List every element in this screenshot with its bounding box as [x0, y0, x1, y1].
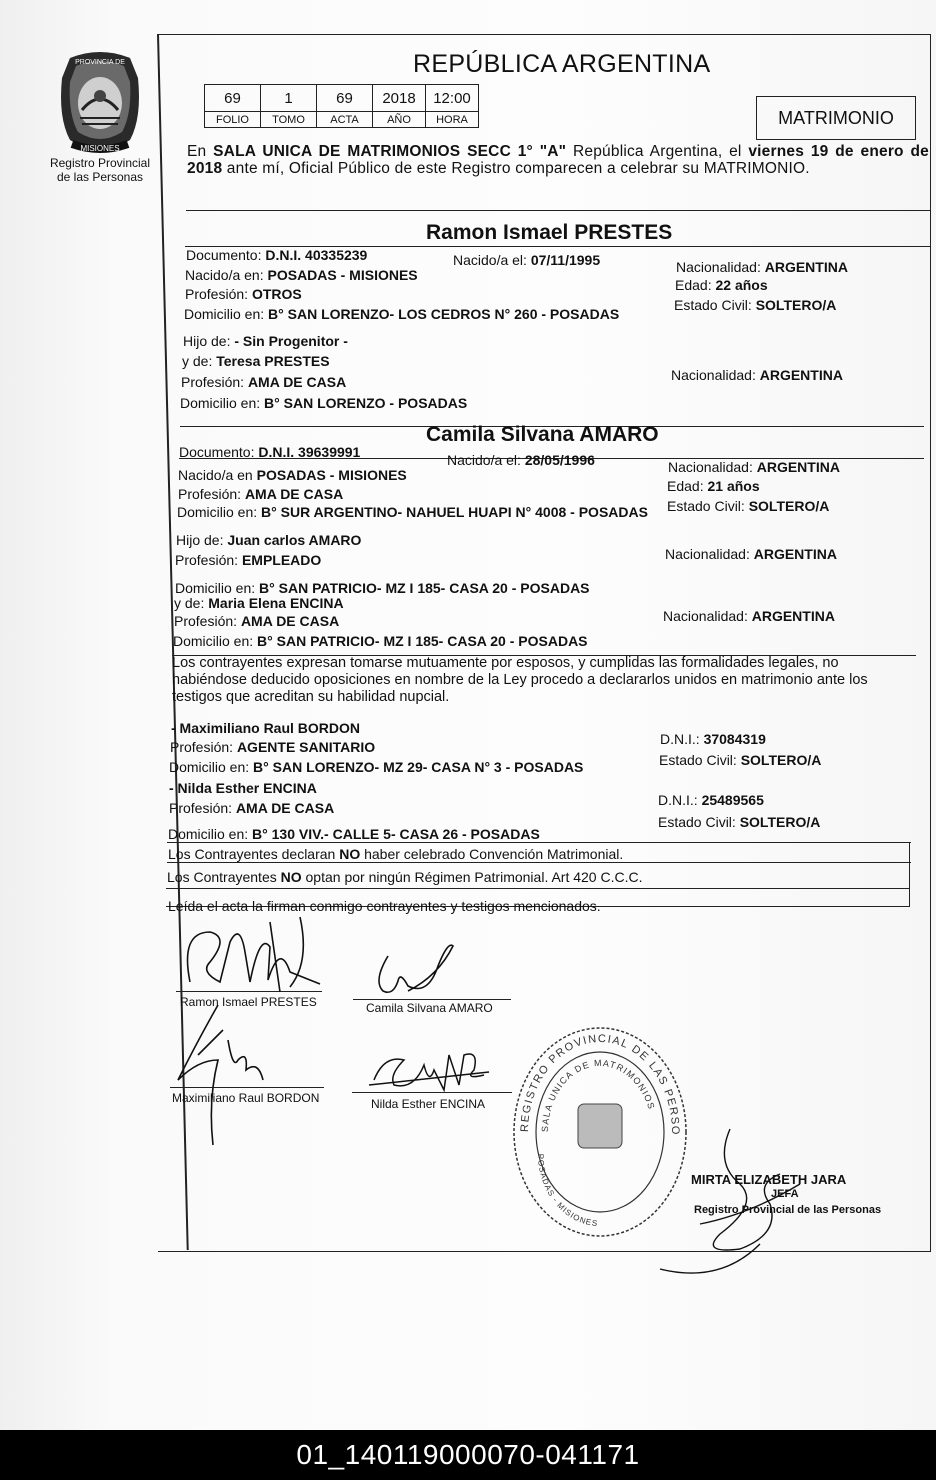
acta-label: ACTA [317, 112, 373, 128]
signature-groom-icon [170, 912, 330, 1002]
spouse1-mother-nationality: Nacionalidad: ARGENTINA [671, 367, 843, 383]
hora-label: HORA [426, 112, 479, 128]
divider [167, 862, 911, 863]
spouse1-address: Domicilio en: B° SAN LORENZO- LOS CEDROS N° 260 - POSADAS [184, 306, 620, 322]
hora-value: 12:00 [426, 85, 479, 112]
divider [166, 888, 910, 889]
spouse1-mother-address: Domicilio en: B° SAN LORENZO - POSADAS [180, 395, 468, 411]
spouse2-documento: Documento: D.N.I. 39639991 [179, 444, 361, 460]
document-code-footer: 01_140119000070-041171 [0, 1430, 936, 1480]
spouse1-nationality: Nacionalidad: ARGENTINA [676, 259, 848, 275]
signature-official-icon [660, 1124, 820, 1280]
convention-line-2: Los Contrayentes NO optan por ningún Régimen Patrimonial. Art 420 C.C.C. [167, 869, 643, 885]
spouse2-profession: Profesión: AMA DE CASA [178, 486, 344, 502]
acta-value: 69 [317, 85, 373, 112]
spouse2-birthplace: Nacido/a en POSADAS - MISIONES [178, 467, 407, 483]
logo-caption [30, 156, 170, 184]
province-emblem-icon [52, 48, 148, 158]
official-name: MIRTA ELIZABETH JARA [691, 1172, 847, 1187]
witness2-dni: D.N.I.: 25489565 [658, 792, 764, 808]
spouse1-mother: y de: Teresa PRESTES [182, 353, 330, 369]
signature-bride-icon [368, 936, 468, 1006]
spouse2-mother-address: Domicilio en: B° SAN PATRICIO- MZ I 185- CASA 20 - POSADAS [173, 633, 588, 649]
tomo-value: 1 [261, 85, 317, 112]
spouse1-age: Edad: 22 años [675, 277, 768, 293]
tomo-label: TOMO [261, 112, 317, 128]
witness1-address: Domicilio en: B° SAN LORENZO- MZ 29- CASA N° 3 - POSADAS [169, 759, 584, 775]
convention-line-1: Los Contrayentes declaran NO haber celebrado Convención Matrimonial. [168, 846, 624, 862]
spouse2-mother: y de: Maria Elena ENCINA [174, 595, 344, 611]
spouse1-father: Hijo de: - Sin Progenitor - [183, 333, 348, 349]
logo-caption-line2: de las Personas [56, 170, 144, 184]
witness1-civil-status: Estado Civil: SOLTERO/A [659, 752, 822, 768]
witness2-civil-status: Estado Civil: SOLTERO/A [658, 814, 821, 830]
spouse2-father-address: Domicilio en: B° SAN PATRICIO- MZ I 185- CASA 20 - POSADAS [175, 580, 590, 596]
spouse1-mother-profession: Profesión: AMA DE CASA [181, 374, 347, 390]
spouse2-father-profession: Profesión: EMPLEADO [175, 552, 322, 568]
signature-label-2: Camila Silvana AMARO [366, 1001, 493, 1015]
official-title: JEFA [771, 1188, 799, 1200]
spouse2-father: Hijo de: Juan carlos AMARO [176, 532, 362, 548]
witness1-profession: Profesión: AGENTE SANITARIO [170, 739, 376, 755]
divider [167, 842, 911, 843]
signature-label-3: Maximiliano Raul BORDON [172, 1091, 320, 1105]
intro-text-1: En [187, 143, 214, 160]
spouse1-name: Ramon Ismael PRESTES [426, 221, 673, 244]
signature-witness1-icon [168, 1000, 278, 1150]
intro-text-2: República Argentina, el [566, 143, 749, 160]
spouse1-birthdate: Nacido/a el: 07/11/1995 [453, 252, 601, 268]
spouse1-civil-status: Estado Civil: SOLTERO/A [674, 297, 837, 313]
signature-label-4: Nilda Esther ENCINA [371, 1097, 486, 1111]
act-type-box: MATRIMONIO [756, 96, 916, 140]
spouse2-age: Edad: 21 años [667, 478, 760, 494]
emblem-text-top: PROVINCIA DE [75, 59, 125, 66]
registry-table [204, 84, 479, 128]
intro-paragraph [187, 143, 929, 177]
declaration-paragraph: Los contrayentes expresan tomarse mutuamente por esposos, y cumplidas las formalidades legales, no habiéndose deducido oposiciones en nombre de la Ley procedo a declararlos unidos en matrimonio ante los testigos que acreditan su habilidad nupcial. [172, 655, 868, 705]
spouse1-profession: Profesión: OTROS [185, 286, 302, 302]
seal-outer-text: REGISTRO PROVINCIAL DE LAS PERSONAS [503, 1015, 682, 1136]
witness1-name: - Maximiliano Raul BORDON [171, 720, 361, 736]
ano-value: 2018 [373, 85, 426, 112]
signature-label-1: Ramon Ismael PRESTES [180, 995, 317, 1009]
logo-caption-line1: Registro Provincial [49, 156, 151, 170]
witness2-name: - Nilda Esther ENCINA [169, 780, 317, 796]
closing-statement: Leída el acta la firman conmigo contrayentes y testigos mencionados. [168, 898, 601, 914]
intro-text-3: ante mí, Oficial Público de este Registro comparecen a celebrar su MATRIMONIO. [222, 160, 810, 177]
folio-label: FOLIO [205, 112, 261, 128]
intro-office: SALA UNICA DE MATRIMONIOS SECC 1° "A" [213, 143, 567, 160]
spouse1-birthplace: Nacido/a en: POSADAS - MISIONES [185, 267, 418, 283]
intro-date: viernes 19 de enero de 2018 [187, 143, 929, 177]
witness2-address: Domicilio en: B° 130 VIV.- CALLE 5- CASA 26 - POSADAS [168, 826, 540, 842]
seal-inner-text: SALA UNICA DE MATRIMONIOS [539, 1057, 657, 1133]
witness1-dni: D.N.I.: 37084319 [660, 731, 766, 747]
spouse2-address: Domicilio en: B° SUR ARGENTINO- NAHUEL HUAPI N° 4008 - POSADAS [177, 504, 648, 520]
witness2-profession: Profesión: AMA DE CASA [169, 800, 335, 816]
spouse2-nationality: Nacionalidad: ARGENTINA [668, 459, 840, 475]
divider [909, 842, 910, 906]
spouse2-name: Camila Silvana AMARO [426, 423, 659, 446]
spouse2-mother-profession: Profesión: AMA DE CASA [174, 613, 340, 629]
divider [186, 210, 930, 211]
svg-text:POSADAS - MISIONES [536, 1154, 599, 1228]
signature-witness2-icon [364, 1040, 494, 1100]
spouse1-documento: Documento: D.N.I. 40335239 [186, 247, 368, 263]
page-title: REPÚBLICA ARGENTINA [413, 50, 711, 78]
spouse2-birthdate: Nacido/a el: 28/05/1996 [447, 452, 595, 468]
emblem-text-bottom: MISIONES [80, 144, 120, 153]
spouse2-mother-nationality: Nacionalidad: ARGENTINA [663, 608, 835, 624]
ano-label: AÑO [373, 112, 426, 128]
spouse2-father-nationality: Nacionalidad: ARGENTINA [665, 546, 837, 562]
spouse2-civil-status: Estado Civil: SOLTERO/A [667, 498, 830, 514]
seal-bottom-text: POSADAS - MISIONES [535, 1153, 599, 1229]
official-office: Registro Provincial de las Personas [694, 1204, 882, 1216]
folio-value: 69 [205, 85, 261, 112]
